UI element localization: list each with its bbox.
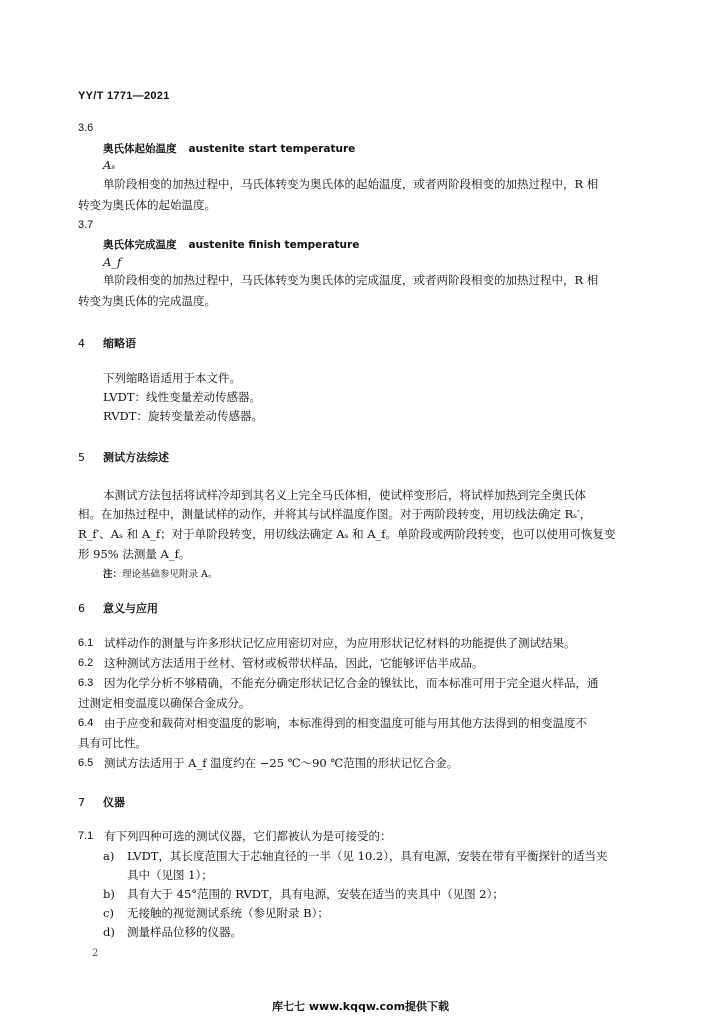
list-item-d-label: d) [103,925,115,939]
term-en: austenite start temperature [188,143,356,155]
download-footer: 库七七 www.kqqw.com提供下载 [272,1000,450,1013]
summary-line1: 本测试方法包括将试样冷却到其名义上完全马氏体相，使试样变形后，将试样加热到完全奥氏体 [103,488,586,502]
section-number: 6 [78,602,85,615]
list-item-a-text-line1: LVDT，其长度范围大于芯轴直径的一半（见 10.2），具有电源，安装在带有平衡探针的适当夹 [127,849,608,863]
section-heading-5 [78,449,169,465]
clause-6-1-text: 试样动作的测量与许多形状记忆应用密切对应，为应用形状记忆材料的功能提供了测试结果。 [104,636,576,650]
term-cn: 奥氏体完成温度 [103,239,177,251]
section-number: 4 [78,337,85,350]
clause-7-1-text: 有下列四种可选的测试仪器，它们都被认为是可接受的： [104,829,392,843]
section-number: 7 [78,796,85,809]
abbreviations-intro: 下列缩略语适用于本文件。 [103,371,241,385]
clause-number-6-3: 6.3 [78,677,94,689]
term-symbol-3-7: A_f [103,255,122,269]
list-item-c-text: 无接触的视觉测试系统（参见附录 B）； [127,906,329,920]
abbreviation-lvdt: LVDT：线性变量差动传感器。 [103,390,261,404]
section-title: 仪器 [103,796,125,809]
term-symbol-3-6: Aₛ [103,158,116,172]
clause-number-3-6: 3.6 [78,122,94,134]
term-en: austenite finish temperature [188,239,360,251]
clause-6-3-text-line2: 过测定相变温度以确保合金成分。 [78,696,251,710]
list-item-a-text-line2: 具中（见图 1）； [127,868,213,882]
list-item-b-text: 具有大于 45°范围的 RVDT，具有电源，安装在适当的夹具中（见图 2）； [127,887,504,901]
clause-number-6-4: 6.4 [78,717,94,729]
section-heading-6 [78,600,158,616]
clause-6-4-text-line1: 由于应变和载荷对相变温度的影响，本标准得到的相变温度可能与用其他方法得到的相变温度不 [104,716,587,730]
list-item-c-label: c) [103,906,114,920]
clause-number-6-5: 6.5 [78,757,94,769]
section-number: 5 [78,451,85,464]
summary-line2: 相。在加热过程中，测量试样的动作，并将其与试样温度作图。对于两阶段转变，用切线法确定 Rₛ′， [78,507,592,521]
summary-note [103,566,217,580]
summary-line3: R_f′、Aₛ 和 A_f；对于单阶段转变，用切线法确定 Aₛ 和 A_f。单阶段或两阶段转变，也可以使用可恢复变 [78,527,616,541]
term-cn: 奥氏体起始温度 [103,143,177,155]
clause-number-6-1: 6.1 [78,637,94,649]
definition-3-6-line2: 转变为奥氏体的起始温度。 [78,198,216,212]
section-title: 测试方法综述 [103,451,169,464]
list-item-a-label: a) [103,849,115,863]
clause-6-4-text-line2: 具有可比性。 [78,736,147,750]
definition-3-7-line1: 单阶段相变的加热过程中，马氏体转变为奥氏体的完成温度，或者两阶段相变的加热过程中，R 相 [103,273,599,287]
definition-3-7-line2: 转变为奥氏体的完成温度。 [78,294,216,308]
clause-number-3-7: 3.7 [78,219,94,231]
clause-number-7-1: 7.1 [78,830,94,842]
section-title: 缩略语 [103,337,136,350]
abbreviation-rvdt: RVDT：旋转变量差动传感器。 [103,409,263,423]
term-heading-3-7 [103,237,359,252]
section-heading-4 [78,335,136,351]
clause-number-6-2: 6.2 [78,657,94,669]
section-title: 意义与应用 [103,602,158,615]
clause-6-5-text: 测试方法适用于 A_f 温度约在 −25 ℃～90 ℃范围的形状记忆合金。 [104,756,459,770]
note-label: 注： [103,569,123,580]
document-code: YY/T 1771—2021 [78,90,170,102]
definition-3-6-line1: 单阶段相变的加热过程中，马氏体转变为奥氏体的起始温度，或者两阶段相变的加热过程中，R 相 [103,177,599,191]
note-text: 理论基础参见附录 A。 [122,569,218,580]
summary-line4: 形 95% 法测量 A_f。 [78,547,191,561]
page-number: 2 [92,948,99,959]
list-item-b-label: b) [103,887,115,901]
clause-6-2-text: 这种测试方法适用于丝材、管材或板带状样品，因此，它能够评估半成品。 [104,656,484,670]
section-heading-7 [78,794,125,810]
clause-6-3-text-line1: 因为化学分析不够精确，不能充分确定形状记忆合金的镍钛比，而本标准可用于完全退火样品，通 [104,676,599,690]
list-item-d-text: 测量样品位移的仪器。 [127,925,242,939]
term-heading-3-6 [103,141,355,156]
